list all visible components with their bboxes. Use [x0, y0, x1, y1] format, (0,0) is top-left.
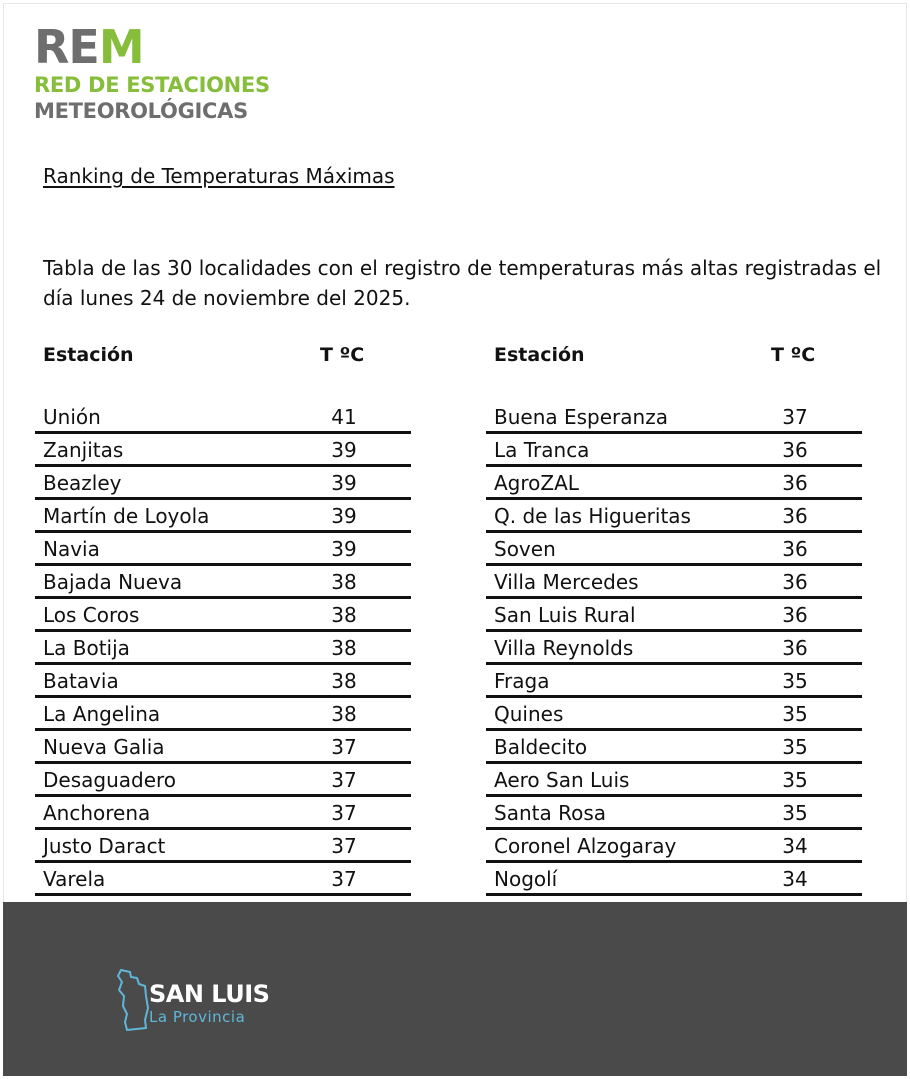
temperature-value: 36 — [782, 537, 808, 561]
station-name: Navia — [43, 537, 100, 561]
table-row — [35, 698, 411, 731]
station-name: Nogolí — [494, 867, 558, 891]
table-row — [486, 566, 862, 599]
temperature-value: 36 — [782, 471, 808, 495]
temperature-value: 34 — [782, 867, 808, 891]
header-station: Estación — [43, 344, 134, 366]
table-row — [35, 599, 411, 632]
station-name: AgroZAL — [494, 471, 579, 495]
temperature-value: 37 — [331, 735, 357, 759]
table-row — [35, 533, 411, 566]
table-row — [486, 797, 862, 830]
province-map-icon — [115, 968, 149, 1032]
ranking-table-left — [35, 341, 411, 896]
station-name: Q. de las Higueritas — [494, 504, 691, 528]
temperature-value: 39 — [331, 471, 357, 495]
station-name: Zanjitas — [43, 438, 124, 462]
page-title: Ranking de Temperaturas Máximas — [43, 164, 395, 188]
footer — [3, 902, 907, 1076]
logo-rem-part1: RE — [34, 20, 99, 74]
temperature-value: 39 — [331, 537, 357, 561]
table-row — [486, 401, 862, 434]
table-row — [486, 467, 862, 500]
temperature-value: 36 — [782, 603, 808, 627]
table-row — [486, 665, 862, 698]
table-row — [35, 467, 411, 500]
station-name: Buena Esperanza — [494, 405, 668, 429]
table-row — [35, 632, 411, 665]
temperature-value: 34 — [782, 834, 808, 858]
station-name: Baldecito — [494, 735, 588, 759]
station-name: San Luis Rural — [494, 603, 636, 627]
station-name: Aero San Luis — [494, 768, 630, 792]
station-name: La Angelina — [43, 702, 161, 726]
temperature-value: 37 — [331, 801, 357, 825]
station-name: Soven — [494, 537, 556, 561]
table-body — [35, 401, 411, 896]
station-name: Batavia — [43, 669, 119, 693]
temperature-value: 38 — [331, 669, 357, 693]
table-row — [486, 731, 862, 764]
ranking-table-right — [486, 341, 862, 896]
temperature-value: 37 — [331, 768, 357, 792]
logo-line2: METEOROLÓGICAS — [34, 99, 248, 123]
rem-logo — [34, 20, 270, 124]
temperature-value: 35 — [782, 702, 808, 726]
temperature-value: 39 — [331, 504, 357, 528]
table-row — [486, 599, 862, 632]
table-row — [486, 830, 862, 863]
temperature-value: 38 — [331, 702, 357, 726]
temperature-value: 41 — [331, 405, 357, 429]
table-row — [35, 665, 411, 698]
table-row — [35, 434, 411, 467]
table-row — [35, 401, 411, 434]
temperature-value: 39 — [331, 438, 357, 462]
station-name: La Tranca — [494, 438, 590, 462]
table-row — [35, 764, 411, 797]
header-station: Estación — [494, 344, 585, 366]
temperature-value: 36 — [782, 636, 808, 660]
station-name: Quines — [494, 702, 564, 726]
table-row — [486, 632, 862, 665]
station-name: Santa Rosa — [494, 801, 606, 825]
intro-text: Tabla de las 30 localidades con el registro de temperaturas más altas registradas el día lunes 24 de noviembre del 2025. — [43, 256, 882, 310]
temperature-value: 35 — [782, 768, 808, 792]
table-row — [486, 863, 862, 896]
table-row — [35, 500, 411, 533]
station-name: Los Coros — [43, 603, 140, 627]
temperature-value: 38 — [331, 570, 357, 594]
table-row — [35, 797, 411, 830]
station-name: Coronel Alzogaray — [494, 834, 677, 858]
station-name: Desaguadero — [43, 768, 177, 792]
station-name: La Botija — [43, 636, 130, 660]
logo-rem-wordmark — [34, 20, 270, 74]
header-temp: T ºC — [320, 344, 365, 366]
logo-line1: RED DE ESTACIONES — [34, 73, 270, 97]
temperature-value: 36 — [782, 438, 808, 462]
table-row — [35, 830, 411, 863]
temperature-value: 35 — [782, 801, 808, 825]
station-name: Bajada Nueva — [43, 570, 183, 594]
station-name: Beazley — [43, 471, 122, 495]
table-body — [486, 401, 862, 896]
table-row — [486, 698, 862, 731]
table-row — [35, 863, 411, 896]
table-header — [35, 341, 411, 371]
station-name: Varela — [43, 867, 106, 891]
temperature-value: 36 — [782, 570, 808, 594]
temperature-value: 38 — [331, 603, 357, 627]
table-row — [486, 764, 862, 797]
temperature-value: 36 — [782, 504, 808, 528]
table-row — [486, 434, 862, 467]
table-row — [35, 731, 411, 764]
temperature-value: 38 — [331, 636, 357, 660]
temperature-value: 37 — [782, 405, 808, 429]
table-header — [486, 341, 862, 371]
station-name: Villa Reynolds — [494, 636, 634, 660]
station-name: Unión — [43, 405, 101, 429]
temperature-value: 37 — [331, 867, 357, 891]
table-row — [35, 566, 411, 599]
logo-rem-part2: M — [98, 20, 144, 74]
header-temp: T ºC — [771, 344, 816, 366]
station-name: Fraga — [494, 669, 550, 693]
table-row — [486, 533, 862, 566]
station-name: Nueva Galia — [43, 735, 165, 759]
station-name: Martín de Loyola — [43, 504, 210, 528]
temperature-value: 35 — [782, 669, 808, 693]
brand-line1: SAN LUIS — [149, 980, 270, 1008]
temperature-value: 35 — [782, 735, 808, 759]
temperature-value: 37 — [331, 834, 357, 858]
brand-line2: La Provincia — [149, 1008, 246, 1026]
station-name: Anchorena — [43, 801, 151, 825]
table-row — [486, 500, 862, 533]
station-name: Villa Mercedes — [494, 570, 639, 594]
station-name: Justo Daract — [43, 834, 166, 858]
